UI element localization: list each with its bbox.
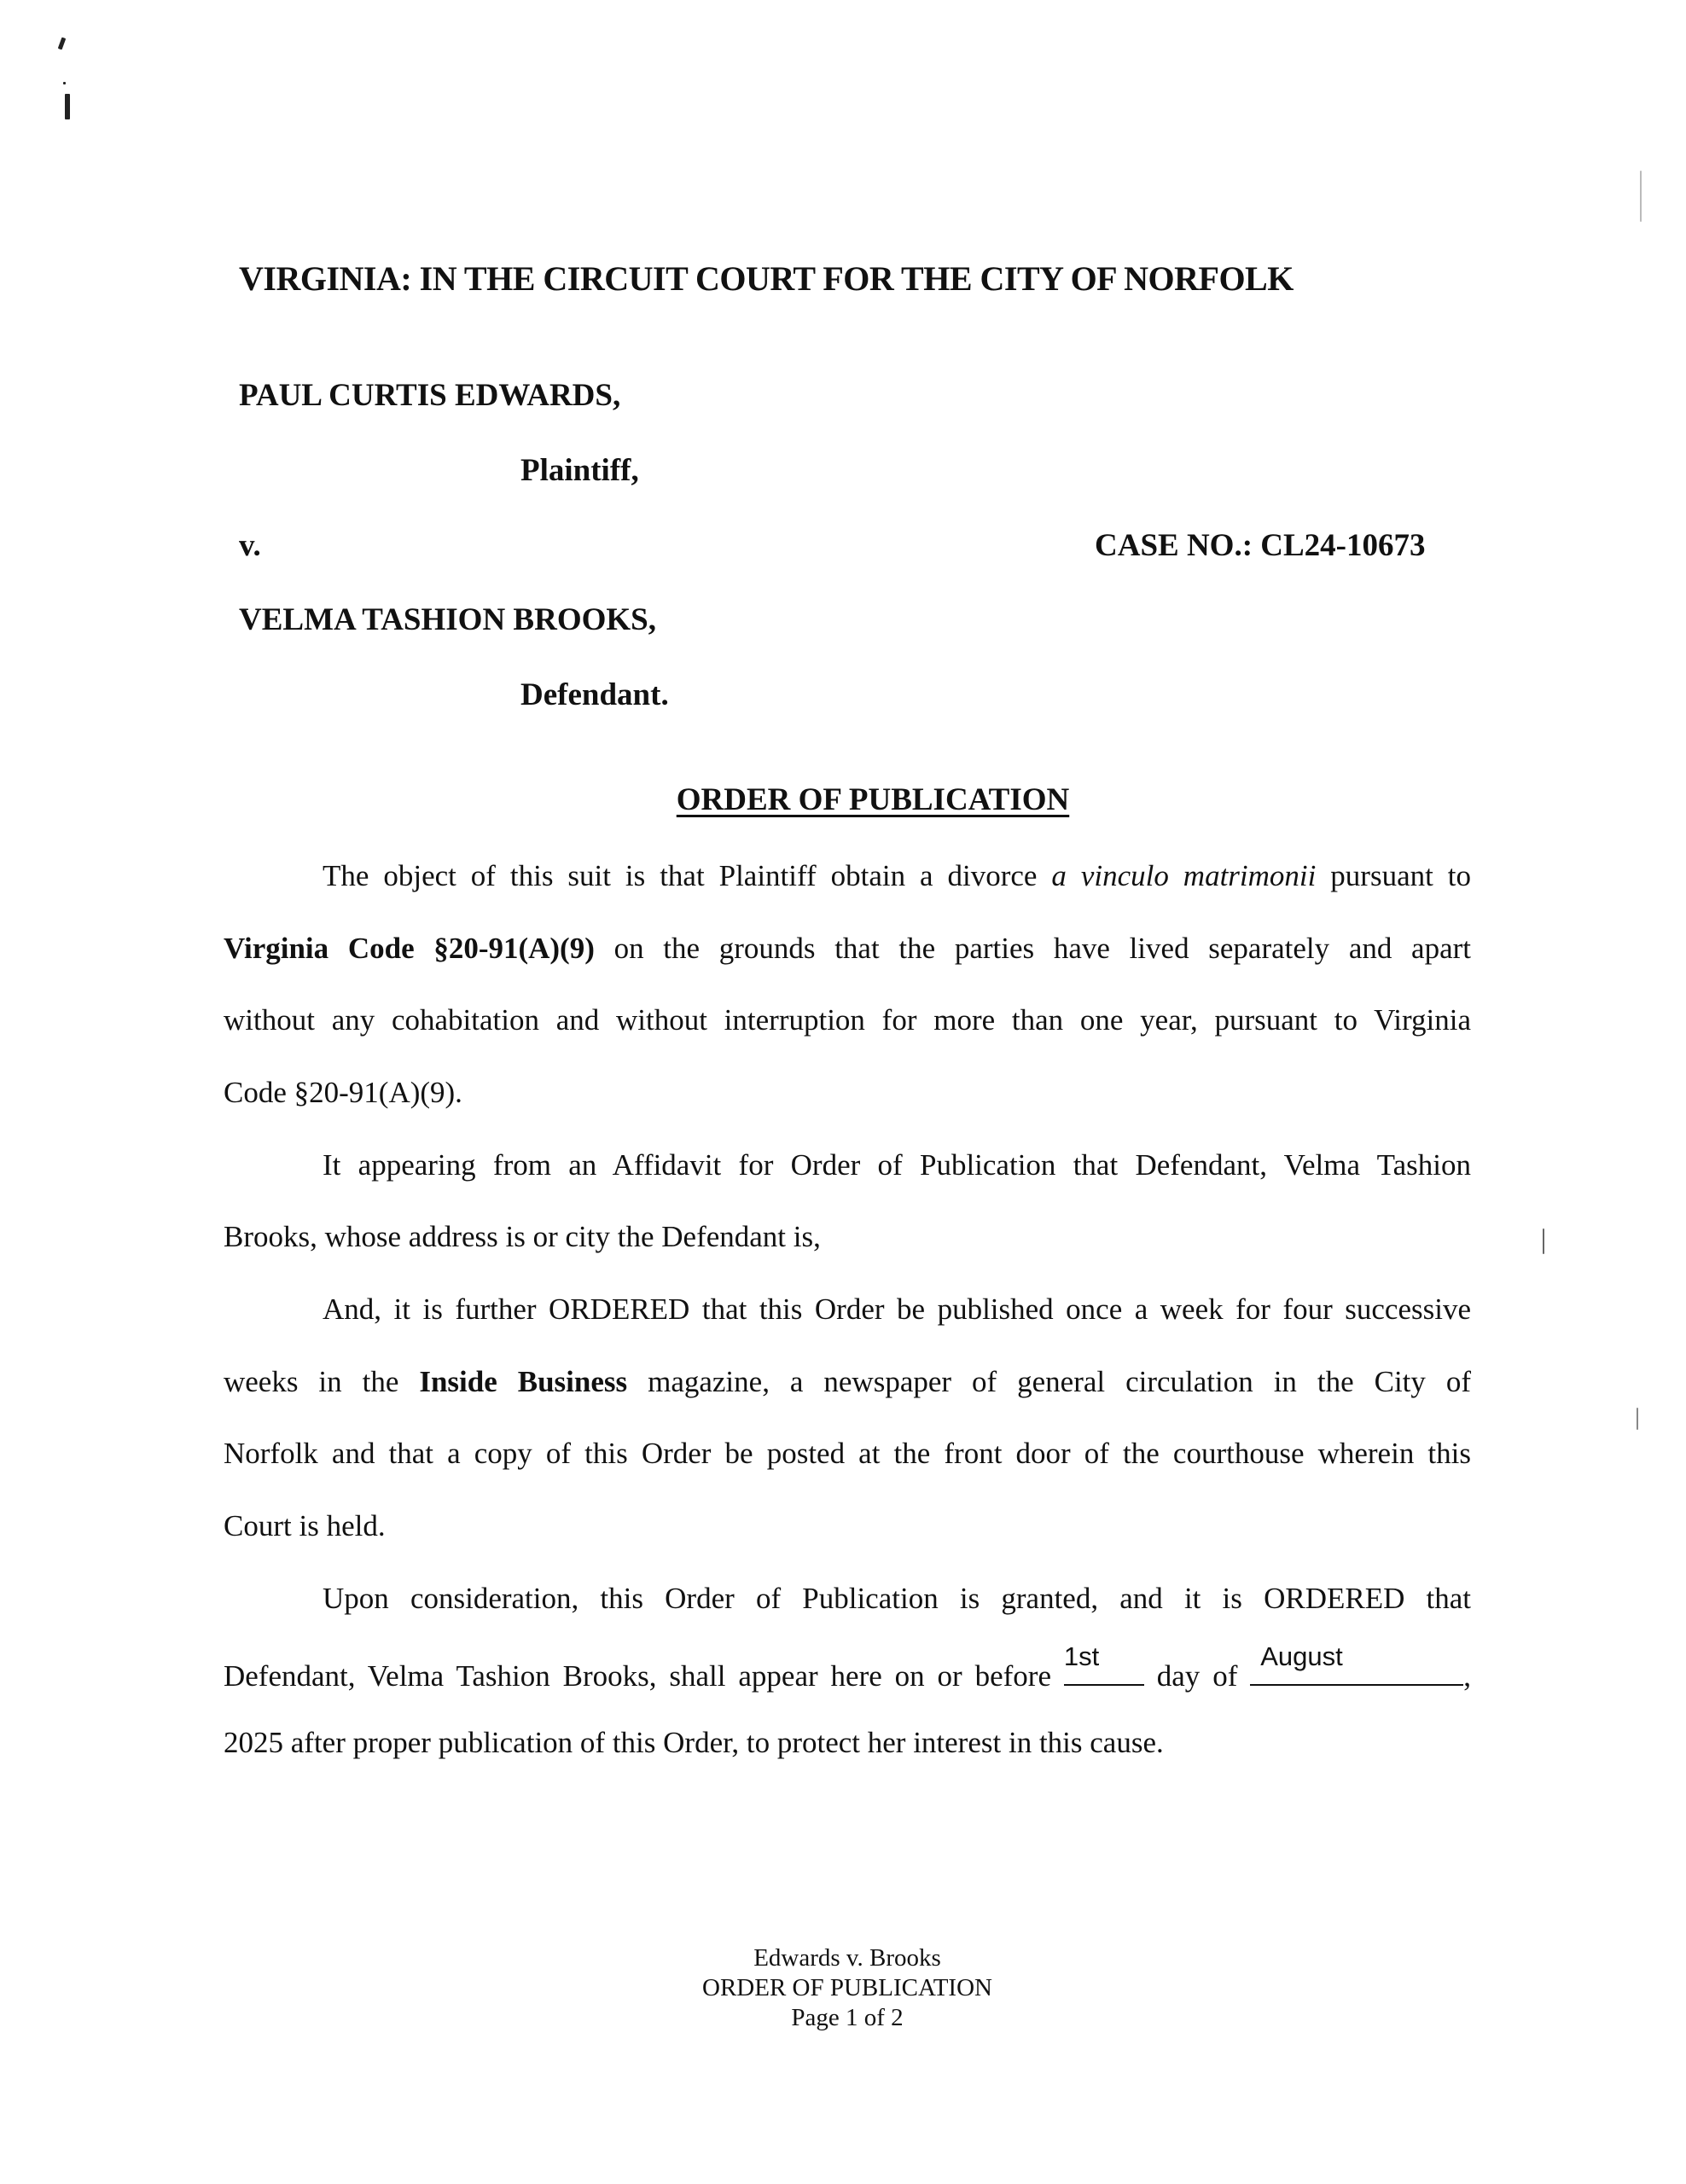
appearance-day-blank xyxy=(1063,1641,1144,1686)
paragraph-3-line-3: Norfolk and that a copy of this Order be posted at the front door of the courthouse wherein this xyxy=(224,1437,1471,1470)
appearance-month-blank xyxy=(1250,1641,1463,1686)
scan-artifact xyxy=(58,38,66,50)
latin-phrase: a vinculo matrimonii xyxy=(1051,859,1317,892)
document-title xyxy=(0,781,1686,818)
footer-doc-title: ORDER OF PUBLICATION xyxy=(702,1974,992,2001)
plaintiff-role: Plaintiff, xyxy=(520,453,639,488)
plaintiff-name: PAUL CURTIS EDWARDS, xyxy=(239,378,621,413)
paragraph-3-line-1: And, it is further ORDERED that this Order be published once a week for four successive xyxy=(323,1292,1471,1326)
text-span: magazine, a newspaper of general circulation in the City of xyxy=(627,1365,1472,1398)
case-number: CASE NO.: CL24-10673 xyxy=(1095,528,1426,563)
scan-artifact xyxy=(65,94,70,119)
text-span: on the grounds that the parties have lived separately and apart xyxy=(594,932,1471,965)
footer-page-number: Page 1 of 2 xyxy=(791,2004,904,2031)
scan-artifact xyxy=(1637,1408,1638,1430)
paragraph-2-line-1: It appearing from an Affidavit for Order of Publication that Defendant, Velma Tashion xyxy=(323,1148,1471,1182)
scan-artifact xyxy=(1543,1228,1544,1254)
versus-label: v. xyxy=(239,528,261,563)
appearance-month-value: August xyxy=(1260,1641,1343,1671)
document-title-text: ORDER OF PUBLICATION xyxy=(676,782,1070,817)
paragraph-4-line-1: Upon consideration, this Order of Publication is granted, and it is ORDERED that xyxy=(323,1582,1471,1615)
defendant-name: VELMA TASHION BROOKS, xyxy=(239,602,656,637)
defendant-role: Defendant. xyxy=(520,677,669,712)
text-span: pursuant to xyxy=(1316,859,1472,892)
scan-artifact xyxy=(1640,171,1642,222)
paragraph-1-line-2 xyxy=(224,932,1471,966)
publication-name: Inside Business xyxy=(419,1365,628,1398)
paragraph-3-line-2 xyxy=(224,1365,1471,1399)
text-span: day of xyxy=(1143,1659,1251,1693)
text-span: weeks in the xyxy=(224,1365,420,1398)
scan-artifact xyxy=(63,82,66,84)
paragraph-1-line-4: Code §20-91(A)(9). xyxy=(224,1076,462,1109)
footer-case-short: Edwards v. Brooks xyxy=(753,1944,941,1972)
appearance-day-value: 1st xyxy=(1063,1641,1100,1671)
text-span: , xyxy=(1463,1659,1471,1693)
court-header: VIRGINIA: IN THE CIRCUIT COURT FOR THE CITY OF NORFOLK xyxy=(239,259,1294,298)
page-footer xyxy=(0,1943,1686,2033)
statute-citation: Virginia Code §20-91(A)(9) xyxy=(224,932,595,965)
text-span: Defendant, Velma Tashion Brooks, shall appear here on or before xyxy=(224,1659,1064,1693)
paragraph-1-line-3: without any cohabitation and without interruption for more than one year, pursuant to Virginia xyxy=(224,1003,1471,1037)
paragraph-4-line-2 xyxy=(224,1641,1471,1693)
paragraph-4-line-3: 2025 after proper publication of this Order, to protect her interest in this cause. xyxy=(224,1726,1164,1759)
paragraph-2-line-2: Brooks, whose address is or city the Defendant is, xyxy=(224,1220,821,1253)
paragraph-1-line-1 xyxy=(323,859,1471,893)
paragraph-3-line-4: Court is held. xyxy=(224,1509,386,1542)
text-span: The object of this suit is that Plaintiff obtain a divorce xyxy=(323,859,1052,892)
